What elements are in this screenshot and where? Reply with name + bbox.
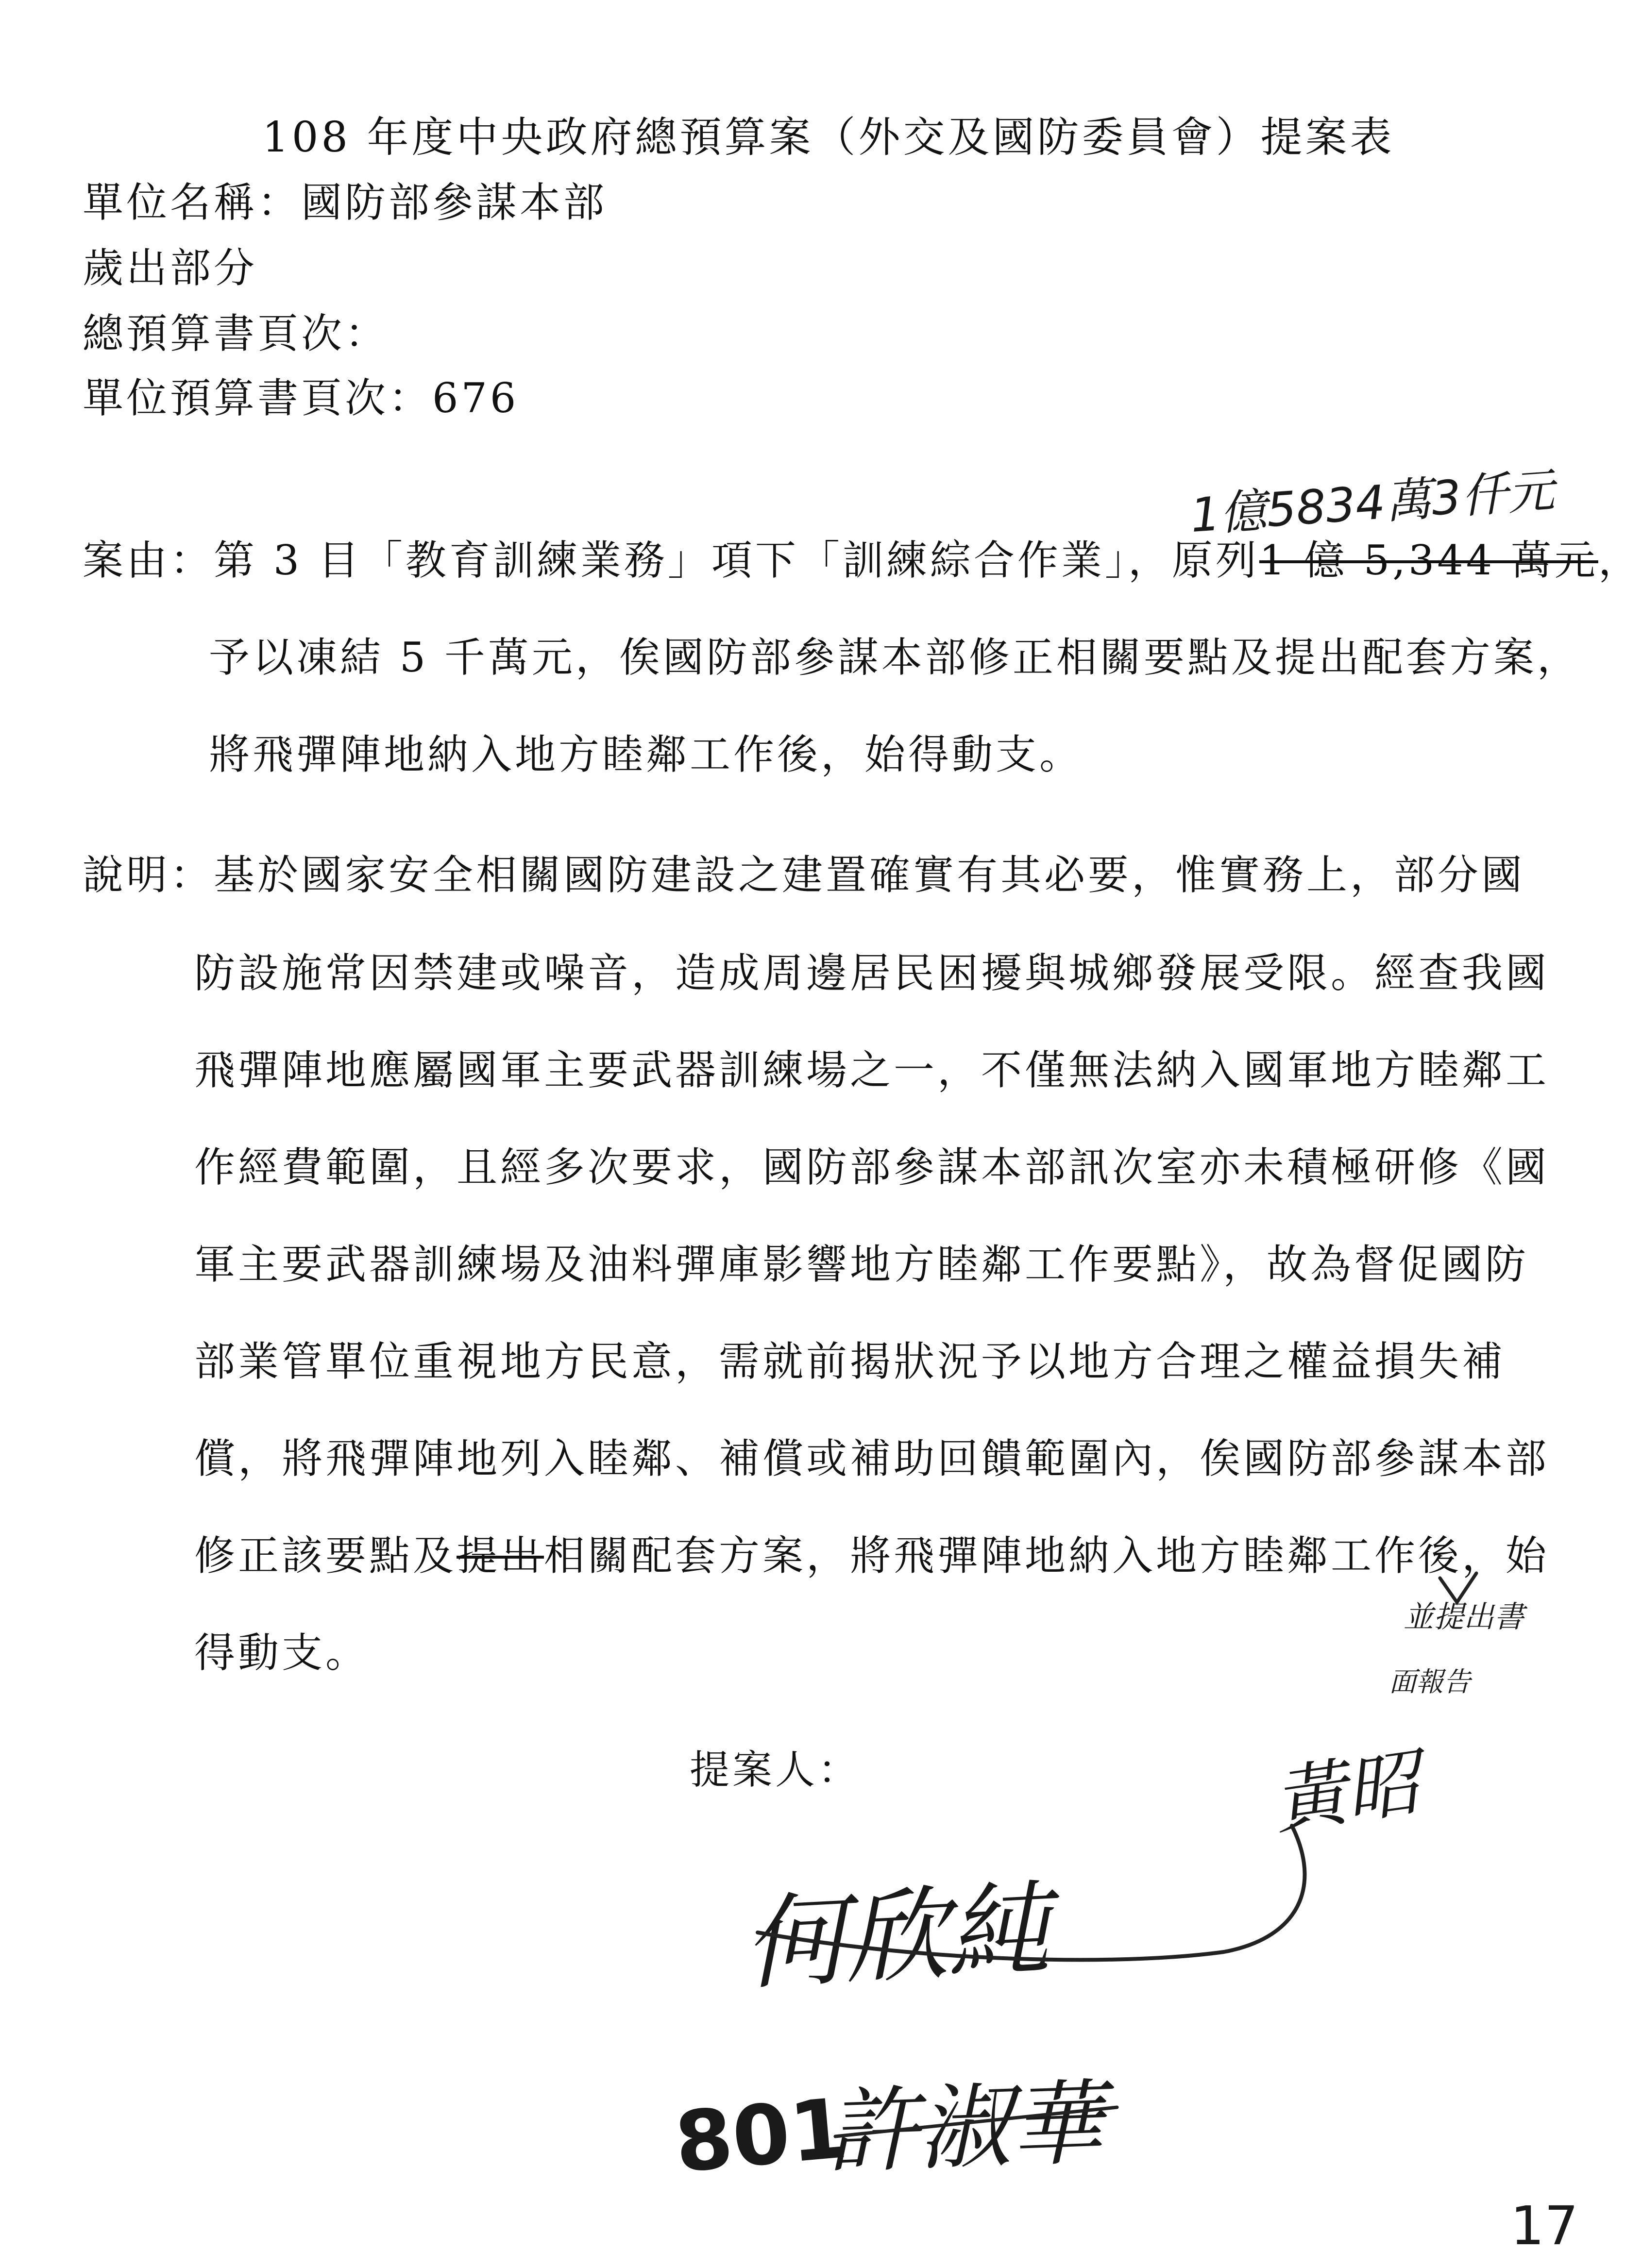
explanation-line-5: 軍主要武器訓練場及油料彈庫影響地方睦鄰工作要點》，故為督促國防 (194, 1241, 1529, 1288)
explanation-line-8-prefix: 修正該要點及 (194, 1532, 457, 1579)
struck-amount: 1 億 5,344 萬元 (1259, 537, 1598, 584)
handwritten-insert-note-1: 並提出書 (1404, 1599, 1524, 1634)
page-number: 17 (1510, 2195, 1578, 2257)
reason-prefix: 案由：第 3 目「教育訓練業務」項下「訓練綜合作業」，原列 (83, 537, 1259, 584)
reason-line-1 (83, 537, 1642, 584)
unit-budget-page: 單位預算書頁次：676 (83, 374, 519, 422)
explanation-line-7: 償，將飛彈陣地列入睦鄰、補償或補助回饋範圍內，俟國防部參謀本部 (194, 1435, 1550, 1482)
budget-section: 歲出部分 (83, 244, 258, 292)
explanation-line-1: 說明：基於國家安全相關國防建設之建置確實有其必要，惟實務上，部分國 (83, 851, 1525, 899)
explanation-line-6: 部業管單位重視地方民意，需就前揭狀況予以地方合理之權益損失補 (194, 1338, 1506, 1385)
handwritten-number: 801 (671, 2080, 851, 2192)
explanation-line-3: 飛彈陣地應屬國軍主要武器訓練場之一，不僅無法納入國軍地方睦鄰工 (194, 1046, 1550, 1094)
reason-suffix: ， (1598, 537, 1642, 584)
total-budget-page: 總預算書頁次： (83, 310, 389, 357)
reason-line-3: 將飛彈陣地納入地方睦鄰工作後，始得動支。 (209, 731, 1083, 778)
explanation-line-9: 得動支。 (194, 1629, 370, 1677)
signature-3: 許淑華 (824, 2069, 1105, 2186)
unit-name: 單位名稱：國防部參謀本部 (83, 179, 608, 226)
handwritten-amount-correction: 1億5834萬3仟元 (1188, 463, 1556, 543)
signature-2: 黃昭 (1268, 1740, 1424, 1845)
reason-line-2: 予以凍結 5 千萬元，俟國防部參謀本部修正相關要點及提出配套方案， (209, 634, 1581, 681)
document-title: 108 年度中央政府總預算案（外交及國防委員會）提案表 (262, 113, 1395, 162)
explanation-line-4: 作經費範圍，且經多次要求，國防部參謀本部訊次室亦未積極研修《國 (194, 1143, 1550, 1191)
explanation-line-8 (194, 1532, 1550, 1579)
signature-1: 何欣純 (740, 1869, 1052, 2004)
struck-word: 提出 (457, 1532, 544, 1579)
handwritten-insert-note-2: 面報告 (1389, 1666, 1471, 1698)
explanation-line-8-suffix: 相關配套方案，將飛彈陣地納入地方睦鄰工作後，始 (544, 1532, 1550, 1579)
proposer-label: 提案人： (690, 1747, 861, 1793)
explanation-line-2: 防設施常因禁建或噪音，造成周邊居民困擾與城鄉發展受限。經查我國 (194, 949, 1550, 997)
